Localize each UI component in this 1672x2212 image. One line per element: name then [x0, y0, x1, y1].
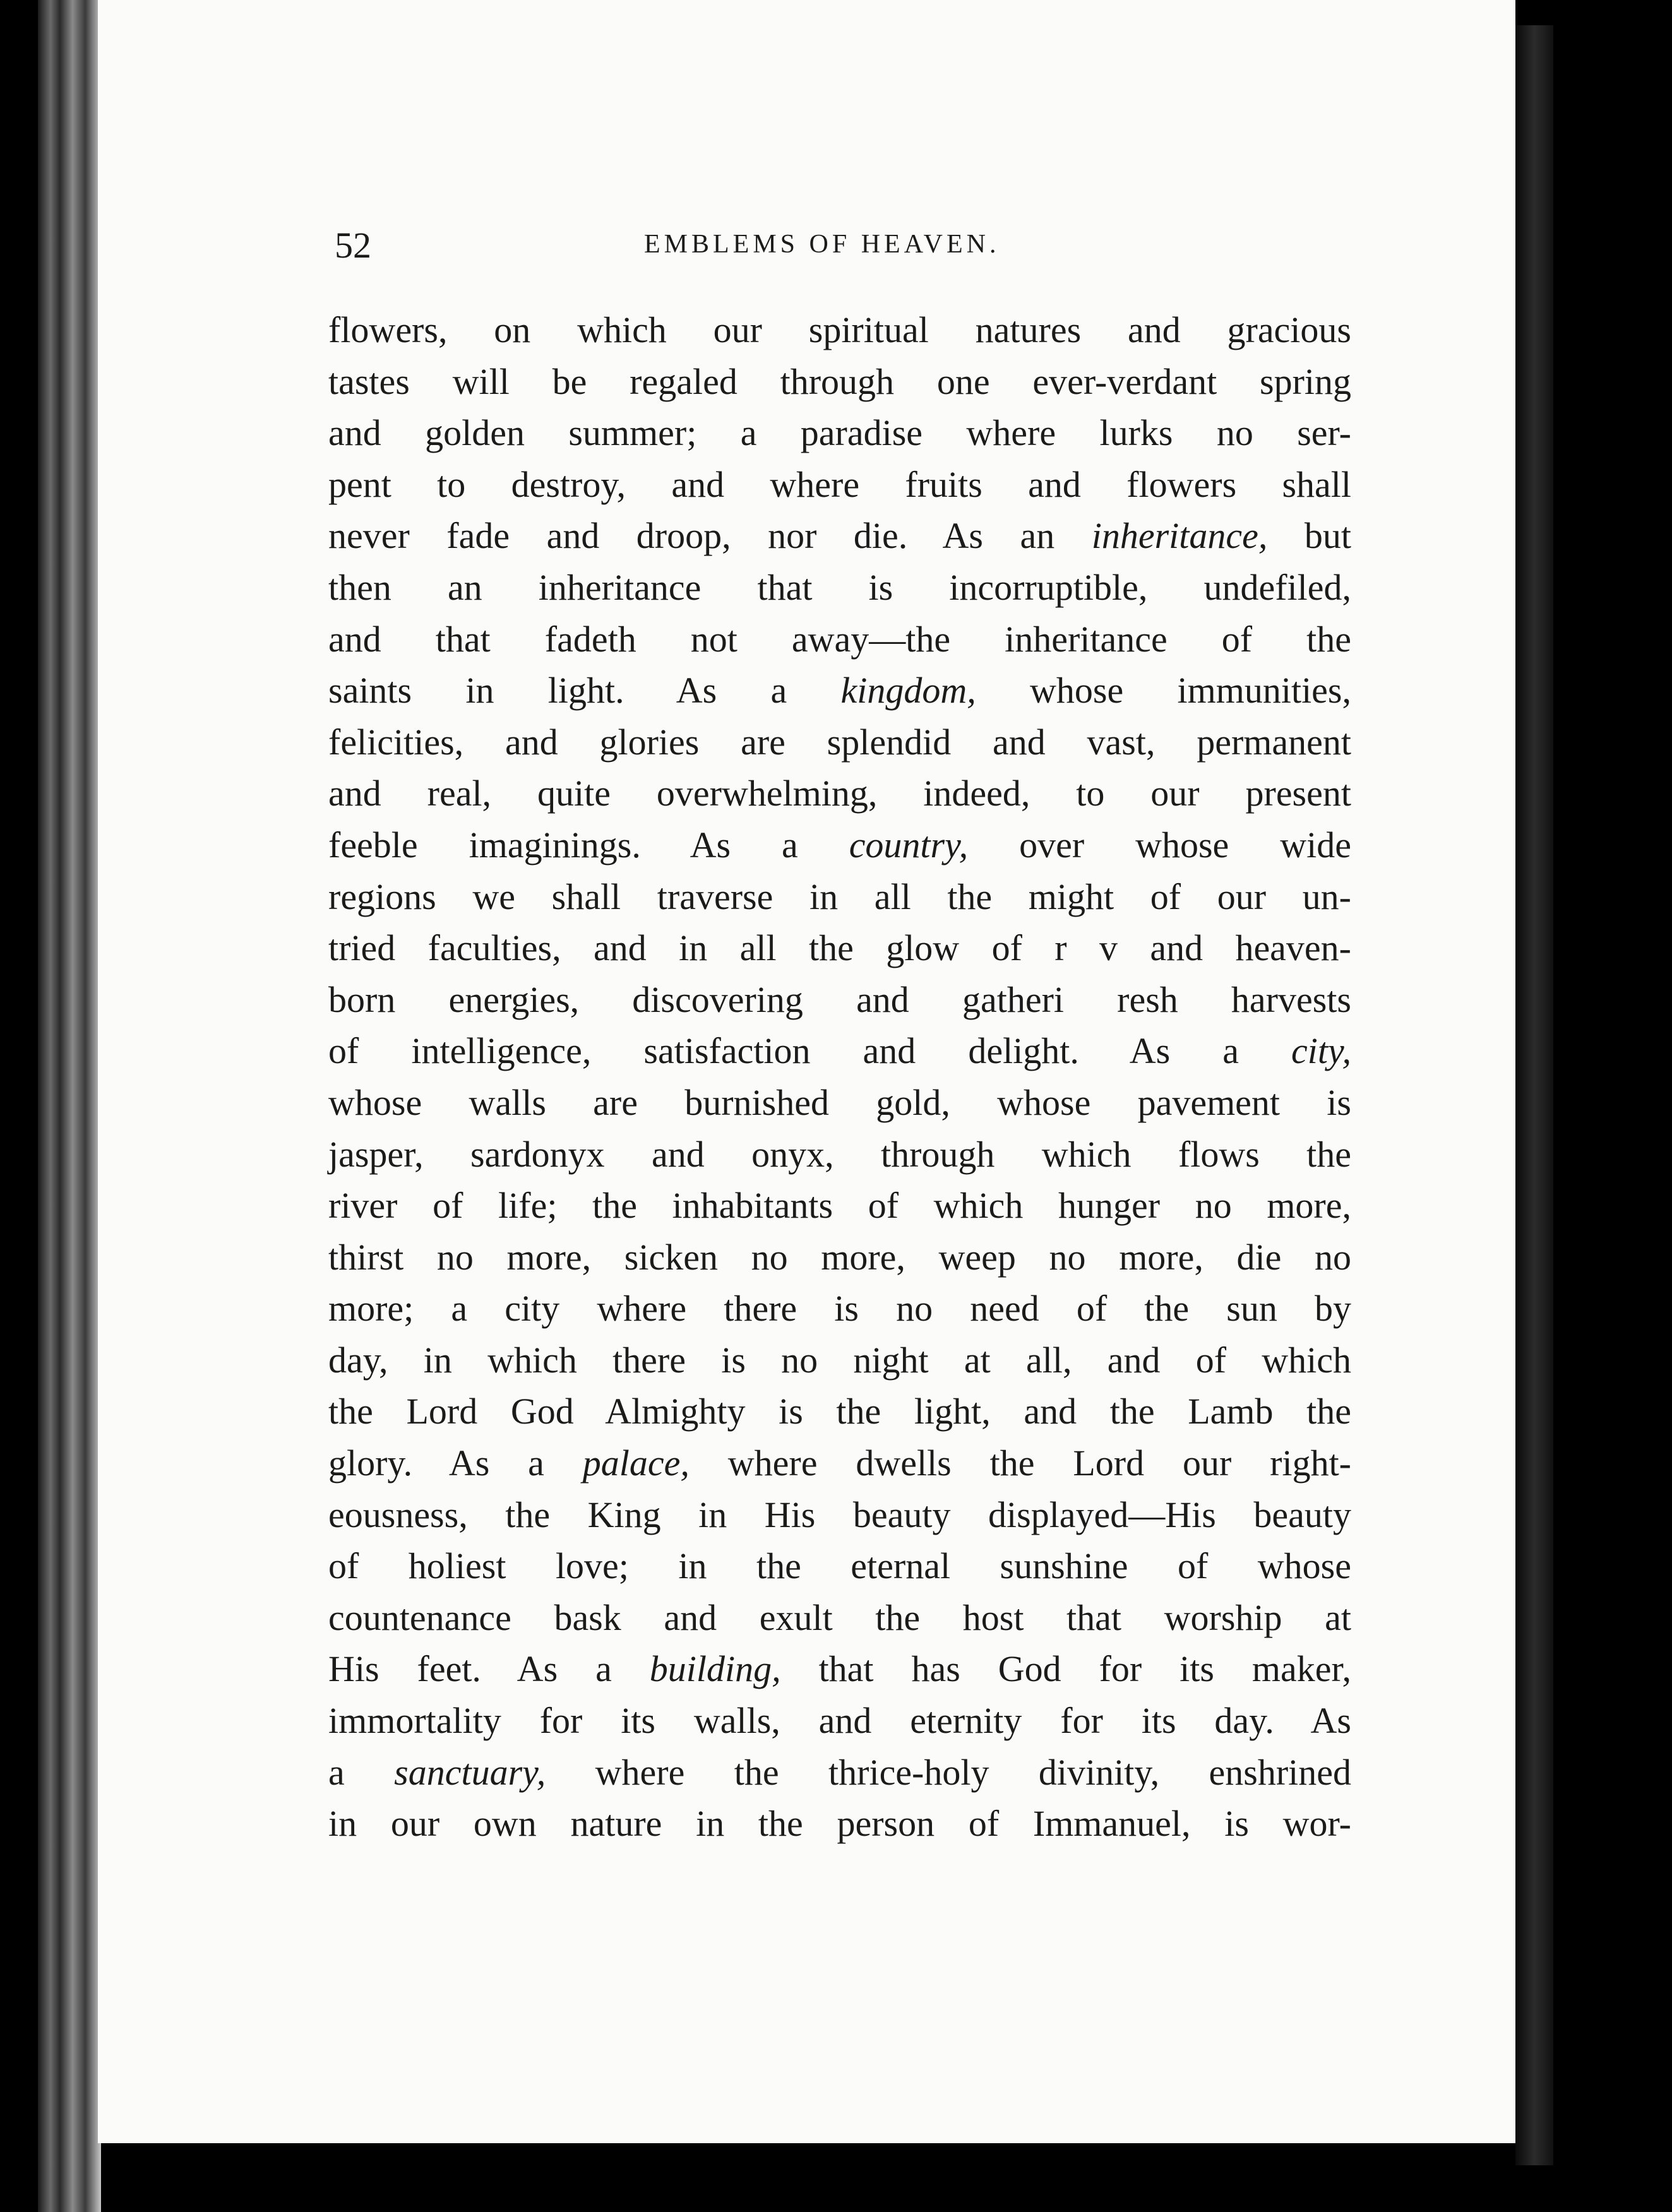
text-line	[328, 614, 1351, 665]
text-line	[328, 1025, 1351, 1077]
text-line	[328, 717, 1351, 768]
text-line	[328, 1643, 1351, 1695]
text-segment: day, in which there is no night at all, and of which	[328, 1339, 1351, 1381]
binding-shadow	[1515, 25, 1553, 2165]
text-segment: of intelligence, satisfaction and delight. As a	[328, 1030, 1291, 1072]
body-text	[328, 304, 1351, 1850]
page-number: 52	[335, 225, 371, 266]
italic-emphasis: city,	[1291, 1030, 1351, 1072]
text-line	[328, 1129, 1351, 1180]
text-segment: where dwells the Lord our right-	[689, 1442, 1351, 1484]
text-segment: regions we shall traverse in all the might of our un-	[328, 876, 1351, 917]
text-segment: in our own nature in the person of Immanuel, is wor-	[328, 1803, 1351, 1845]
text-line	[328, 1386, 1351, 1437]
text-segment: whose walls are burnished gold, whose pavement is	[328, 1081, 1351, 1123]
italic-emphasis: inheritance,	[1091, 515, 1268, 557]
text-segment: but	[1267, 515, 1351, 557]
text-line	[328, 1695, 1351, 1747]
text-segment: a	[328, 1751, 395, 1793]
text-segment: thirst no more, sicken no more, weep no more, die no	[328, 1236, 1351, 1278]
text-line	[328, 356, 1351, 408]
text-line	[328, 1540, 1351, 1592]
page-header	[335, 224, 1358, 275]
text-segment: and golden summer; a paradise where lurks no ser-	[328, 412, 1351, 454]
text-segment: that has God for its maker,	[780, 1648, 1351, 1690]
text-line	[328, 459, 1351, 511]
italic-emphasis: kingdom,	[840, 670, 976, 711]
text-line	[328, 819, 1351, 871]
running-head: EMBLEMS OF HEAVEN.	[644, 230, 1000, 259]
text-segment: His feet. As a	[328, 1648, 650, 1690]
text-segment: tastes will be regaled through one ever-verdant spring	[328, 360, 1351, 402]
text-segment: jasper, sardonyx and onyx, through which flows the	[328, 1133, 1351, 1175]
text-segment: over whose wide	[968, 824, 1351, 865]
text-segment: felicities, and glories are splendid and vast, permanent	[328, 721, 1351, 763]
text-line	[328, 562, 1351, 614]
text-line	[328, 1798, 1351, 1850]
text-segment: born energies, discovering and gatheri resh harvests	[328, 978, 1351, 1020]
text-segment: immortality for its walls, and eternity for its day. As	[328, 1700, 1351, 1742]
text-segment: then an inheritance that is incorruptible, undefiled,	[328, 566, 1351, 608]
text-segment: whose immunities,	[976, 670, 1351, 711]
text-line	[328, 871, 1351, 923]
italic-emphasis: country,	[849, 824, 969, 865]
text-segment: flowers, on which our spiritual natures and gracious	[328, 309, 1351, 350]
text-line	[328, 407, 1351, 459]
text-segment: feeble imaginings. As a	[328, 824, 849, 865]
italic-emphasis: sanctuary,	[394, 1751, 546, 1793]
text-segment: and real, quite overwhelming, indeed, to our present	[328, 773, 1351, 814]
text-segment: never fade and droop, nor die. As an	[328, 515, 1092, 557]
text-segment: the Lord God Almighty is the light, and the Lamb the	[328, 1391, 1351, 1432]
text-segment: countenance bask and exult the host that worship at	[328, 1597, 1351, 1638]
text-segment: more; a city where there is no need of the sun by	[328, 1288, 1351, 1329]
text-segment: river of life; the inhabitants of which hunger no more,	[328, 1185, 1351, 1227]
page-stack-edge	[38, 0, 101, 2212]
text-line	[328, 665, 1351, 717]
text-line	[328, 1232, 1351, 1283]
text-line	[328, 768, 1351, 819]
text-segment: glory. As a	[328, 1442, 583, 1484]
text-segment: where the thrice-holy divinity, enshrined	[546, 1751, 1351, 1793]
text-line	[328, 1592, 1351, 1644]
text-segment: saints in light. As a	[328, 670, 841, 711]
italic-emphasis: building,	[649, 1648, 781, 1690]
text-line	[328, 1180, 1351, 1232]
text-segment: tried faculties, and in all the glow of r v and heaven-	[328, 927, 1351, 969]
text-segment: eousness, the King in His beauty displayed—His beauty	[328, 1494, 1351, 1535]
text-line	[328, 1077, 1351, 1129]
text-segment: and that fadeth not away—the inheritance of the	[328, 618, 1351, 660]
text-segment: pent to destroy, and where fruits and flowers shall	[328, 463, 1351, 505]
text-line	[328, 510, 1351, 562]
text-line	[328, 1283, 1351, 1335]
text-line	[328, 922, 1351, 974]
text-line	[328, 1437, 1351, 1489]
italic-emphasis: palace,	[582, 1442, 690, 1484]
text-line	[328, 304, 1351, 356]
text-line	[328, 1335, 1351, 1386]
text-line	[328, 1489, 1351, 1541]
text-segment: of holiest love; in the eternal sunshine of whose	[328, 1545, 1351, 1587]
text-line	[328, 1747, 1351, 1799]
text-line	[328, 974, 1351, 1026]
